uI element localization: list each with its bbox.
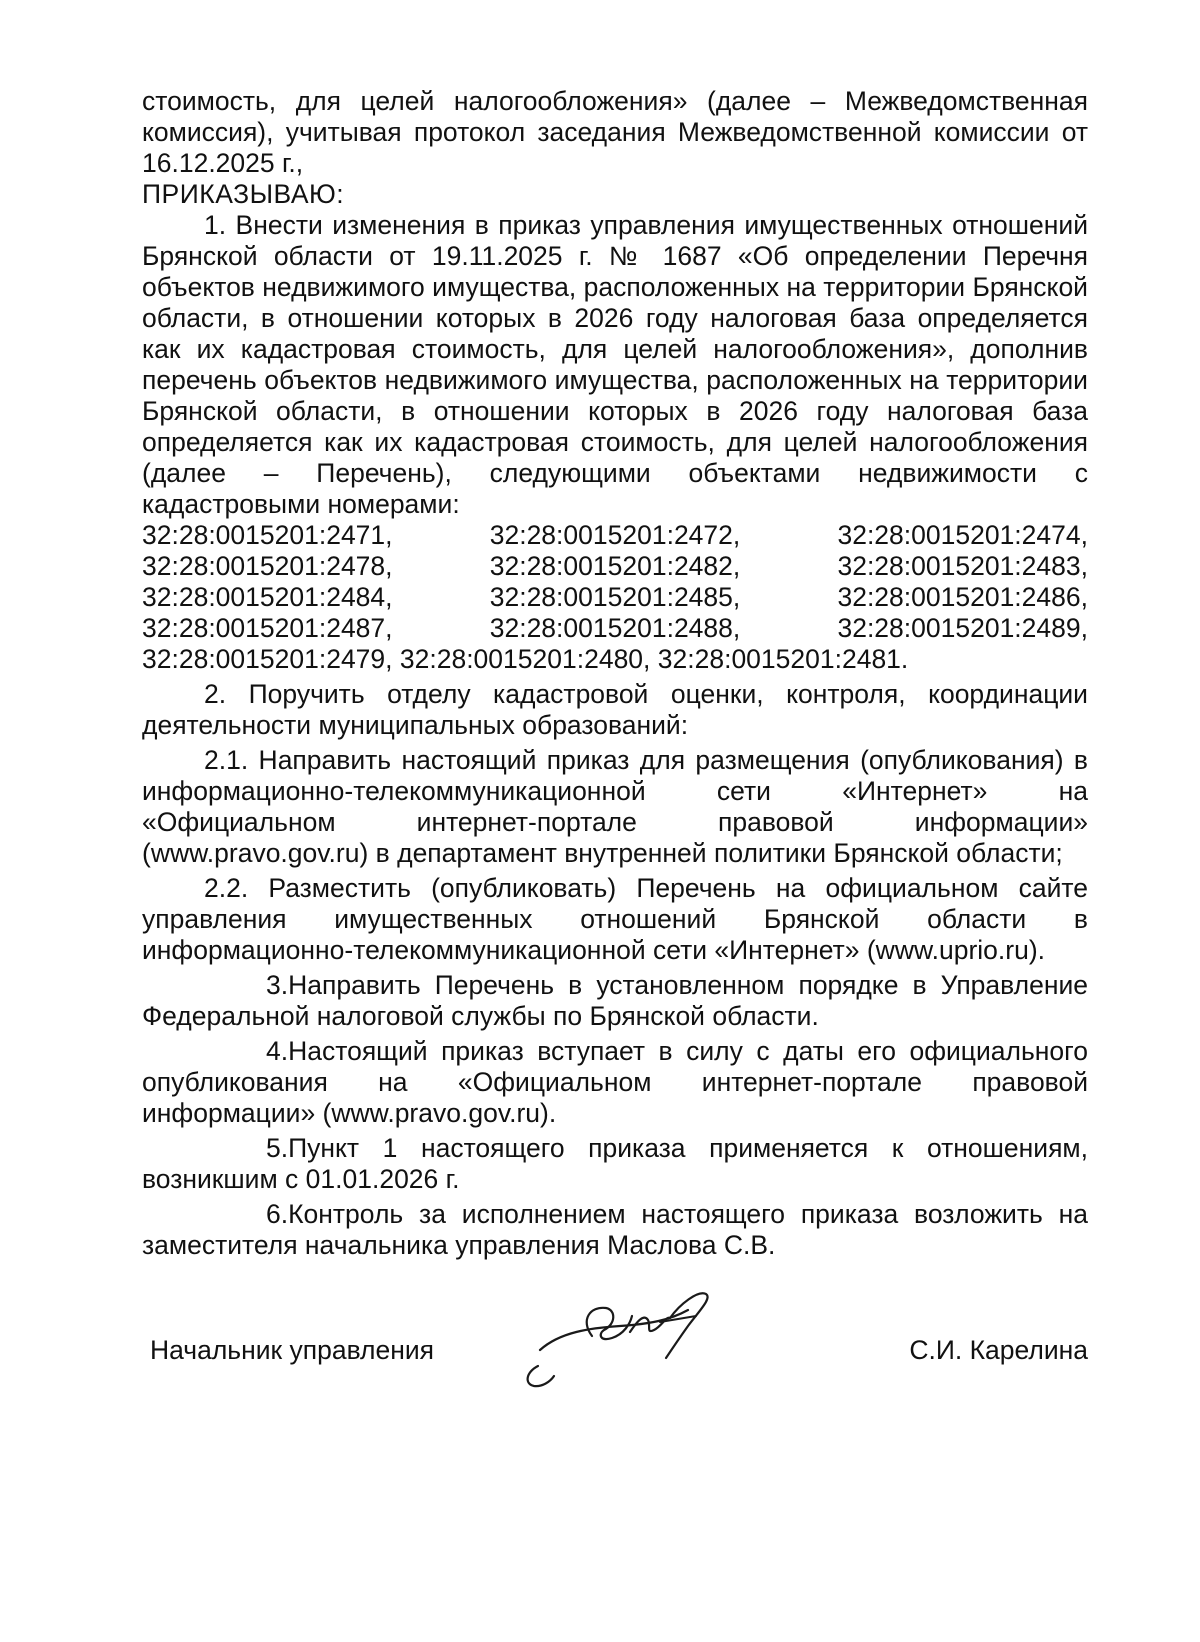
- item-3-number: 3.: [266, 970, 289, 1000]
- item-2-2-paragraph: 2.2. Разместить (опубликовать) Перечень на официальном сайте управления имущественных отношений Брянской области в информационно-телекоммуникационной сети «Интернет» (www.uprio.ru).: [142, 873, 1088, 965]
- cadastral-number: 32:28:0015201:2482,: [489, 551, 741, 581]
- item-6-number: 6.: [266, 1199, 289, 1229]
- signer-name: С.И. Карелина: [909, 1335, 1088, 1365]
- cadastral-last-line: 32:28:0015201:2479, 32:28:0015201:2480, 32:28:0015201:2481.: [142, 644, 909, 674]
- cadastral-number: 32:28:0015201:2486,: [837, 582, 1088, 612]
- item-5-number: 5.: [266, 1133, 289, 1163]
- cadastral-number: 32:28:0015201:2488,: [489, 613, 741, 643]
- item-6-text: Контроль за исполнением настоящего приказа возложить на заместителя начальника управления Маслова С.В.: [142, 1199, 1088, 1260]
- item-2-paragraph: 2. Поручить отделу кадастровой оценки, контроля, координации деятельности муниципальных образований:: [142, 679, 1088, 740]
- item-3-text: Направить Перечень в установленном порядке в Управление Федеральной налоговой службы по Брянской области.: [142, 970, 1088, 1031]
- item-1-text: 1. Внести изменения в приказ управления имущественных отношений Брянской области от 19.11.2025 г. № 1687 «Об определении Перечня объектов недвижимого имущества, расположенных на территории Брянской области, в отношении которых в 2026 году налоговая база определяется как их кадастровая стоимость, для целей налогообложения», дополнив перечень объектов недвижимого имущества, расположенных на территории Брянской области, в отношении которых в 2026 году налоговая база определяется как их кадастровая стоимость, для целей налогообложения (далее – Перечень), следующими объектами недвижимости с кадастровыми номерами:: [142, 210, 1088, 519]
- cadastral-row: [142, 582, 1088, 613]
- cadastral-number: 32:28:0015201:2487,: [142, 613, 393, 643]
- cadastral-number: 32:28:0015201:2489,: [837, 613, 1088, 643]
- order-heading: ПРИКАЗЫВАЮ:: [142, 179, 345, 209]
- item-4-paragraph: [142, 1036, 1088, 1129]
- cadastral-number: 32:28:0015201:2472,: [489, 520, 741, 550]
- item-5-text: Пункт 1 настоящего приказа применяется к отношениям, возникшим с 01.01.2026 г.: [142, 1133, 1088, 1194]
- cadastral-row: [142, 613, 1088, 644]
- item-2-1-paragraph: 2.1. Направить настоящий приказ для размещения (опубликования) в информационно-телекоммуникационной сети «Интернет» на «Официальном интернет-портале правовой информации» (www.pravo.gov.ru) в департамент внутренней политики Брянской области;: [142, 745, 1088, 868]
- item-3-paragraph: [142, 970, 1088, 1032]
- cadastral-number-list: [142, 520, 1088, 675]
- item-4-number: 4.: [266, 1036, 289, 1066]
- signer-role: Начальник управления: [150, 1335, 435, 1365]
- cadastral-number: 32:28:0015201:2484,: [142, 582, 393, 612]
- item-1-paragraph: [142, 210, 1088, 520]
- cadastral-number: 32:28:0015201:2471,: [142, 520, 393, 550]
- item-5-paragraph: [142, 1133, 1088, 1195]
- cadastral-number: 32:28:0015201:2485,: [489, 582, 741, 612]
- cadastral-row: [142, 551, 1088, 582]
- cadastral-row: [142, 520, 1088, 551]
- signature-block: [150, 1335, 1088, 1395]
- item-6-paragraph: [142, 1199, 1088, 1261]
- document-body: [142, 86, 1088, 1261]
- cadastral-number: 32:28:0015201:2483,: [837, 551, 1088, 581]
- item-4-text: Настоящий приказ вступает в силу с даты его официального опубликования на «Официальном интернет-портале правовой информации» (www.pravo.gov.ru).: [142, 1036, 1088, 1128]
- cadastral-number: 32:28:0015201:2478,: [142, 551, 393, 581]
- cadastral-number: 32:28:0015201:2474,: [837, 520, 1088, 550]
- intro-paragraph: стоимость, для целей налогообложения» (далее – Межведомственная комиссия), учитывая протокол заседания Межведомственной комиссии от 16.12.2025 г.,: [142, 86, 1088, 178]
